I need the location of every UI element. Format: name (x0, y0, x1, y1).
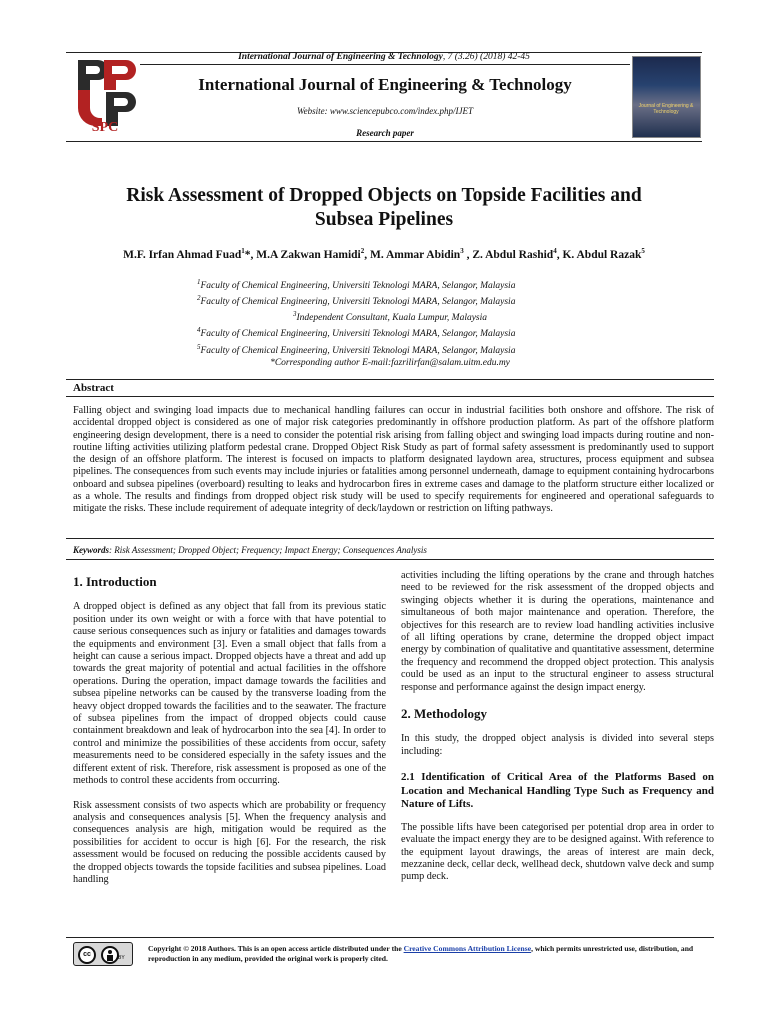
right-column (401, 570, 714, 884)
paper-title-line2: Subsea Pipelines (314, 209, 454, 230)
keywords-bottom-rule (66, 559, 714, 560)
paper-type: Research paper (356, 128, 414, 138)
paragraph: A dropped object is defined as any object that fall from its previous static position under its own weight or with a force with that have potential to cause serious consequences such as injury or fatalities and damages towards the equipments and environment [3]. Even a small object that falls from a height can cause a serious impact. Dropped objects have a threat and add up towards the great majority of potential and actual facilities in the offshore operations. During the operation, impact damage towards the facilities and subsea pipeline networks can be caused by the transverse loading from the heavy object dropped towards the facilities and to the seawater. The fracture of subsea pipelines from the impact of dropped objects could cause containment breakdown and leak of hydrocarbon into the sea [4]. In order to control and minimize the possibilities of these accidents from occur, safety measurements need to be considered especially in the safety issues and the different extent of risk. Therefore, risk assessment is proposed as one of the methods to control these accidents from occurring. (73, 601, 386, 787)
cover-title: Journal of Engineering & Technology (638, 103, 694, 115)
author: M.F. Irfan Ahmad Fuad (123, 248, 242, 261)
affiliation: $^2$Faculty of Chemical Engineering, Universiti Teknologi MARA, Selangor, Malaysia (197, 294, 516, 308)
keywords (73, 545, 427, 555)
author: M. Ammar Abidin (369, 248, 461, 261)
left-column (73, 570, 386, 886)
paper-title (60, 184, 708, 232)
paragraph: In this study, the dropped object analysis is divided into several steps including: (401, 733, 714, 757)
copyright-notice: Copyright © 2018 Authors. This is an open access article distributed under the Creative Commons Attribution License, which permits unrestricted use, distribution, and reproduction in any medium, provided the original work is properly cited. (148, 944, 694, 963)
header-mid-rule (140, 64, 630, 65)
license-link[interactable]: Creative Commons Attribution License (403, 944, 532, 953)
section-heading-introduction: 1. Introduction (73, 574, 157, 589)
logo-text: SPC (91, 120, 119, 135)
cc-circle-icon: cc (78, 946, 96, 964)
publisher-logo (72, 56, 138, 140)
paragraph: activities including the lifting operations by the crane and through hatches need to be reviewed for the risk assessment of the dropped objects and swinging objects whether it is during the operations, maintenance and simultaneous of both major maintenance and operation. Therefore, the objectives for this research are to review load handling activities inclusive of all lifting operations by crane, determine the dropped object impact energy by combination of qualitative and quantitative assessment, determine the frequency and recommend the dropped object protection. This analysis could be used as an input to the structural engineer to assess structural response and performance against the design impact energy. (401, 570, 714, 693)
abstract-heading-rule (66, 396, 714, 397)
paragraph: The possible lifts have been categorised per potential drop area in order to evaluate the impact energy they are to be designed against. With reference to the equipment layout drawings, the areas of interest are main deck, mezzanine deck, cellar deck, wellhead deck, shutdown valve deck and sump pump deck. (401, 821, 714, 883)
abstract-top-rule (66, 379, 714, 380)
subsection-heading: 2.1 Identification of Critical Area of the Platforms Based on Location and Mechanical Handling Type Such as Frequency and Nature of Lifts. (401, 771, 714, 811)
abstract-text: Falling object and swinging load impacts due to mechanical handling failures can occur in industrial facilities both onshore and offshore. The risk of accidental dropped object is considered as one of major risk categories predominantly in offshore production platform. As part of the offshore platform engineering design development, there is a need to consider the potential risk arising from falling object and swinging load impacts during routine and non-routine lifting activities utilizing platform pedestal crane. Dropped Object Risk Study as part of formal safety assessment is predominantly used to support the design of an offshore platform. The interest is focused on impacts to platform designated laydown area, structures, process equipment and subsea pipelines. The consequences from such events may include injuries or fatalities among personnel underneath, damage to equipment containing hydrocarbons onboard and subsea pipelines (overboard) resulting to leaks and hydrocarbon fires in extreme cases and damage to the platform structure either localized or as a whole. The results and findings from dropped object risk study will be used to specify requirements for engineered and operational safeguards to mitigate the risks. These include requirement of adequate integrity of deck/laydown or restriction on lifting pathways. (73, 405, 714, 515)
author: M.A Zakwan Hamidi (256, 248, 361, 261)
author-sep: , (556, 248, 563, 261)
author: K. Abdul Razak (562, 248, 642, 261)
abstract-bottom-rule (66, 538, 714, 539)
keywords-list: : Risk Assessment; Dropped Object; Frequency; Impact Energy; Consequences Analysis (109, 545, 427, 555)
journal-cover-image (632, 56, 701, 138)
journal-website[interactable]: Website: www.sciencepubco.com/index.php/IJET (297, 106, 473, 116)
author-sep: , (364, 248, 370, 261)
footer-rule (66, 937, 714, 938)
author-sup: 1 (241, 247, 245, 255)
section-heading-methodology: 2. Methodology (401, 706, 487, 722)
author-list (40, 247, 728, 261)
creative-commons-icon[interactable] (73, 942, 133, 966)
header-bottom-rule (66, 141, 702, 142)
affiliation: $^1$Faculty of Chemical Engineering, Universiti Teknologi MARA, Selangor, Malaysia (197, 278, 516, 292)
affiliation: $^4$Faculty of Chemical Engineering, Universiti Teknologi MARA, Selangor, Malaysia (197, 326, 516, 340)
affiliation: $^3$Independent Consultant, Kuala Lumpur, Malaysia (292, 310, 488, 324)
attribution-person-icon (101, 946, 119, 964)
paper-title-line1: Risk Assessment of Dropped Objects on Topside Facilities and (126, 185, 642, 206)
abstract-heading: Abstract (73, 382, 114, 394)
keywords-label: Keywords (73, 545, 109, 555)
author-sup: 5 (641, 247, 645, 255)
affiliation: $^5$Faculty of Chemical Engineering, Universiti Teknologi MARA, Selangor, Malaysia (197, 342, 516, 356)
corresponding-author: *Corresponding author E-mail:fazrilirfan@salam.uitm.edu.my (270, 357, 510, 368)
author: Z. Abdul Rashid (472, 248, 554, 261)
journal-citation: International Journal of Engineering & Technology, 7 (3.26) (2018) 42-45 (238, 52, 530, 62)
author-sup: 4 (553, 247, 557, 255)
by-label: BY (118, 955, 125, 961)
author-sup: 3 (460, 247, 464, 255)
author-sup: 2 (360, 247, 365, 255)
author-sep: , (463, 248, 473, 261)
author-sep: *, (244, 248, 257, 261)
affiliations (120, 276, 660, 369)
paragraph: Risk assessment consists of two aspects which are probability or frequency analysis and consequences analysis [5]. When the frequency analysis and consequences analysis are high, mitigation would be required as the possibilities for accident to occur is high [6]. For the research, the risk assessment would be focused on reducing the possible accidents caused by the dropped objects towards the topside facilities and subsea pipelines. Load handling (73, 799, 386, 885)
journal-title: International Journal of Engineering & Technology (198, 75, 572, 94)
